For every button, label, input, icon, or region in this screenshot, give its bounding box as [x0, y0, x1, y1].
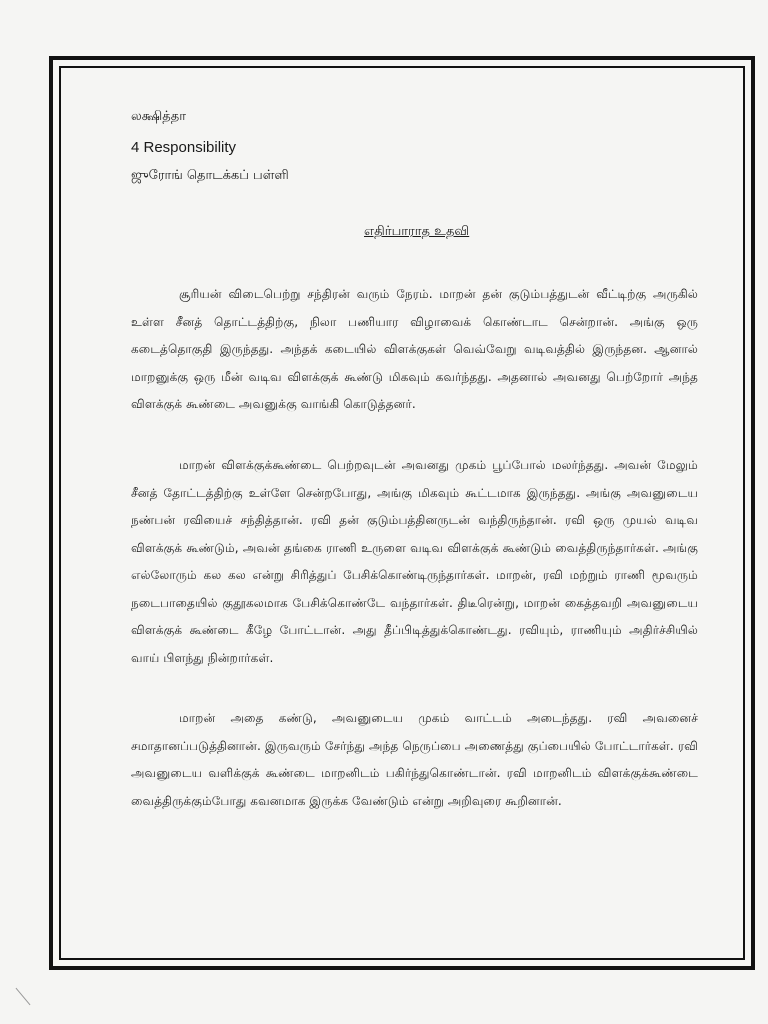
paragraph — [131, 281, 698, 419]
paragraph — [131, 452, 698, 672]
author-name: லக்ஷித்தா — [131, 109, 187, 124]
paragraph-text: மாறன் அதை கண்டு, அவனுடைய முகம் வாட்டம் அடைந்தது. ரவி அவனைச் சமாதானப்படுத்தினான். இருவரும் சேர்ந்து அந்த நெருப்பை அணைத்து குப்பையில் போட்டார்கள். ரவி அவனுடைய வளிக்குக் கூண்டை மாறனிடம் பகிர்ந்துகொண்டான். ரவி மாறனிடம் விளக்குக்கூண்டை வைத்திருக்கும்போது கவனமாக இருக்க வேண்டும் என்று அறிவுரை கூறினான். — [131, 711, 698, 808]
paragraph-text: சூரியன் விடைபெற்று சந்திரன் வரும் நேரம். மாறன் தன் குடும்பத்துடன் வீட்டிற்கு அருகில் உள்ள சீனத் தொட்டத்திற்கு, நிலா பணியார விழாவைக் கொண்டாட சென்றான். அங்கு ஒரு கடைத்தொகுதி இருந்தது. அந்தக் கடையில் விளக்குகள் வெவ்வேறு வடிவத்தில் இருந்தன. ஆனால் மாறனுக்கு ஒரு மீன் வடிவ விளக்குக் கூண்டு மிகவும் கவர்ந்தது. அதனால் அவனது பெற்றோர் அந்த விளக்குக் கூண்டை அவனுக்கு வாங்கி கொடுத்தனர். — [131, 287, 698, 411]
paragraph-text: மாறன் விளக்குக்கூண்டை பெற்றவுடன் அவனது முகம் பூப்போல் மலர்ந்தது. அவன் மேலும் சீனத் தோட்டத்திற்கு உள்ளே சென்றபோது, அங்கு மிகவும் கூட்டமாக இருந்தது. அங்கு அவனுடைய நண்பன் ரவியைச் சந்தித்தான். ரவி தன் குடும்பத்தினருடன் வந்திருந்தான். ரவி ஒரு முயல் வடிவ விளக்குக் கூண்டும், அவன் தங்கை ராணி உருளை வடிவ விளக்குக் கூண்டும் வைத்திருந்தார்கள். அங்கு எல்லோரும் கல கல என்று சிரித்துப் பேசிக்கொண்டிருந்தார்கள். மாறன், ரவி மற்றும் ராணி மூவரும் நடைபாதையில் குதூகலமாக பேசிக்கொண்டே வந்தார்கள். திடீரென்று, மாறன் கைத்தவறி அவனுடைய விளக்குக் கூண்டை கீழே போட்டான். அது தீப்பிடித்துக்கொண்டது. ரவியும், ராணியும் அதிர்ச்சியில் வாய் பிளந்து நின்றார்கள். — [131, 458, 698, 665]
class-name: 4 Responsibility — [131, 139, 237, 156]
paragraph — [131, 705, 698, 815]
story-title: எதிர்பாராத உதவி — [364, 224, 470, 239]
scan-mark — [16, 988, 31, 1005]
school-name: ஜுரோங் தொடக்கப் பள்ளி — [131, 168, 289, 183]
